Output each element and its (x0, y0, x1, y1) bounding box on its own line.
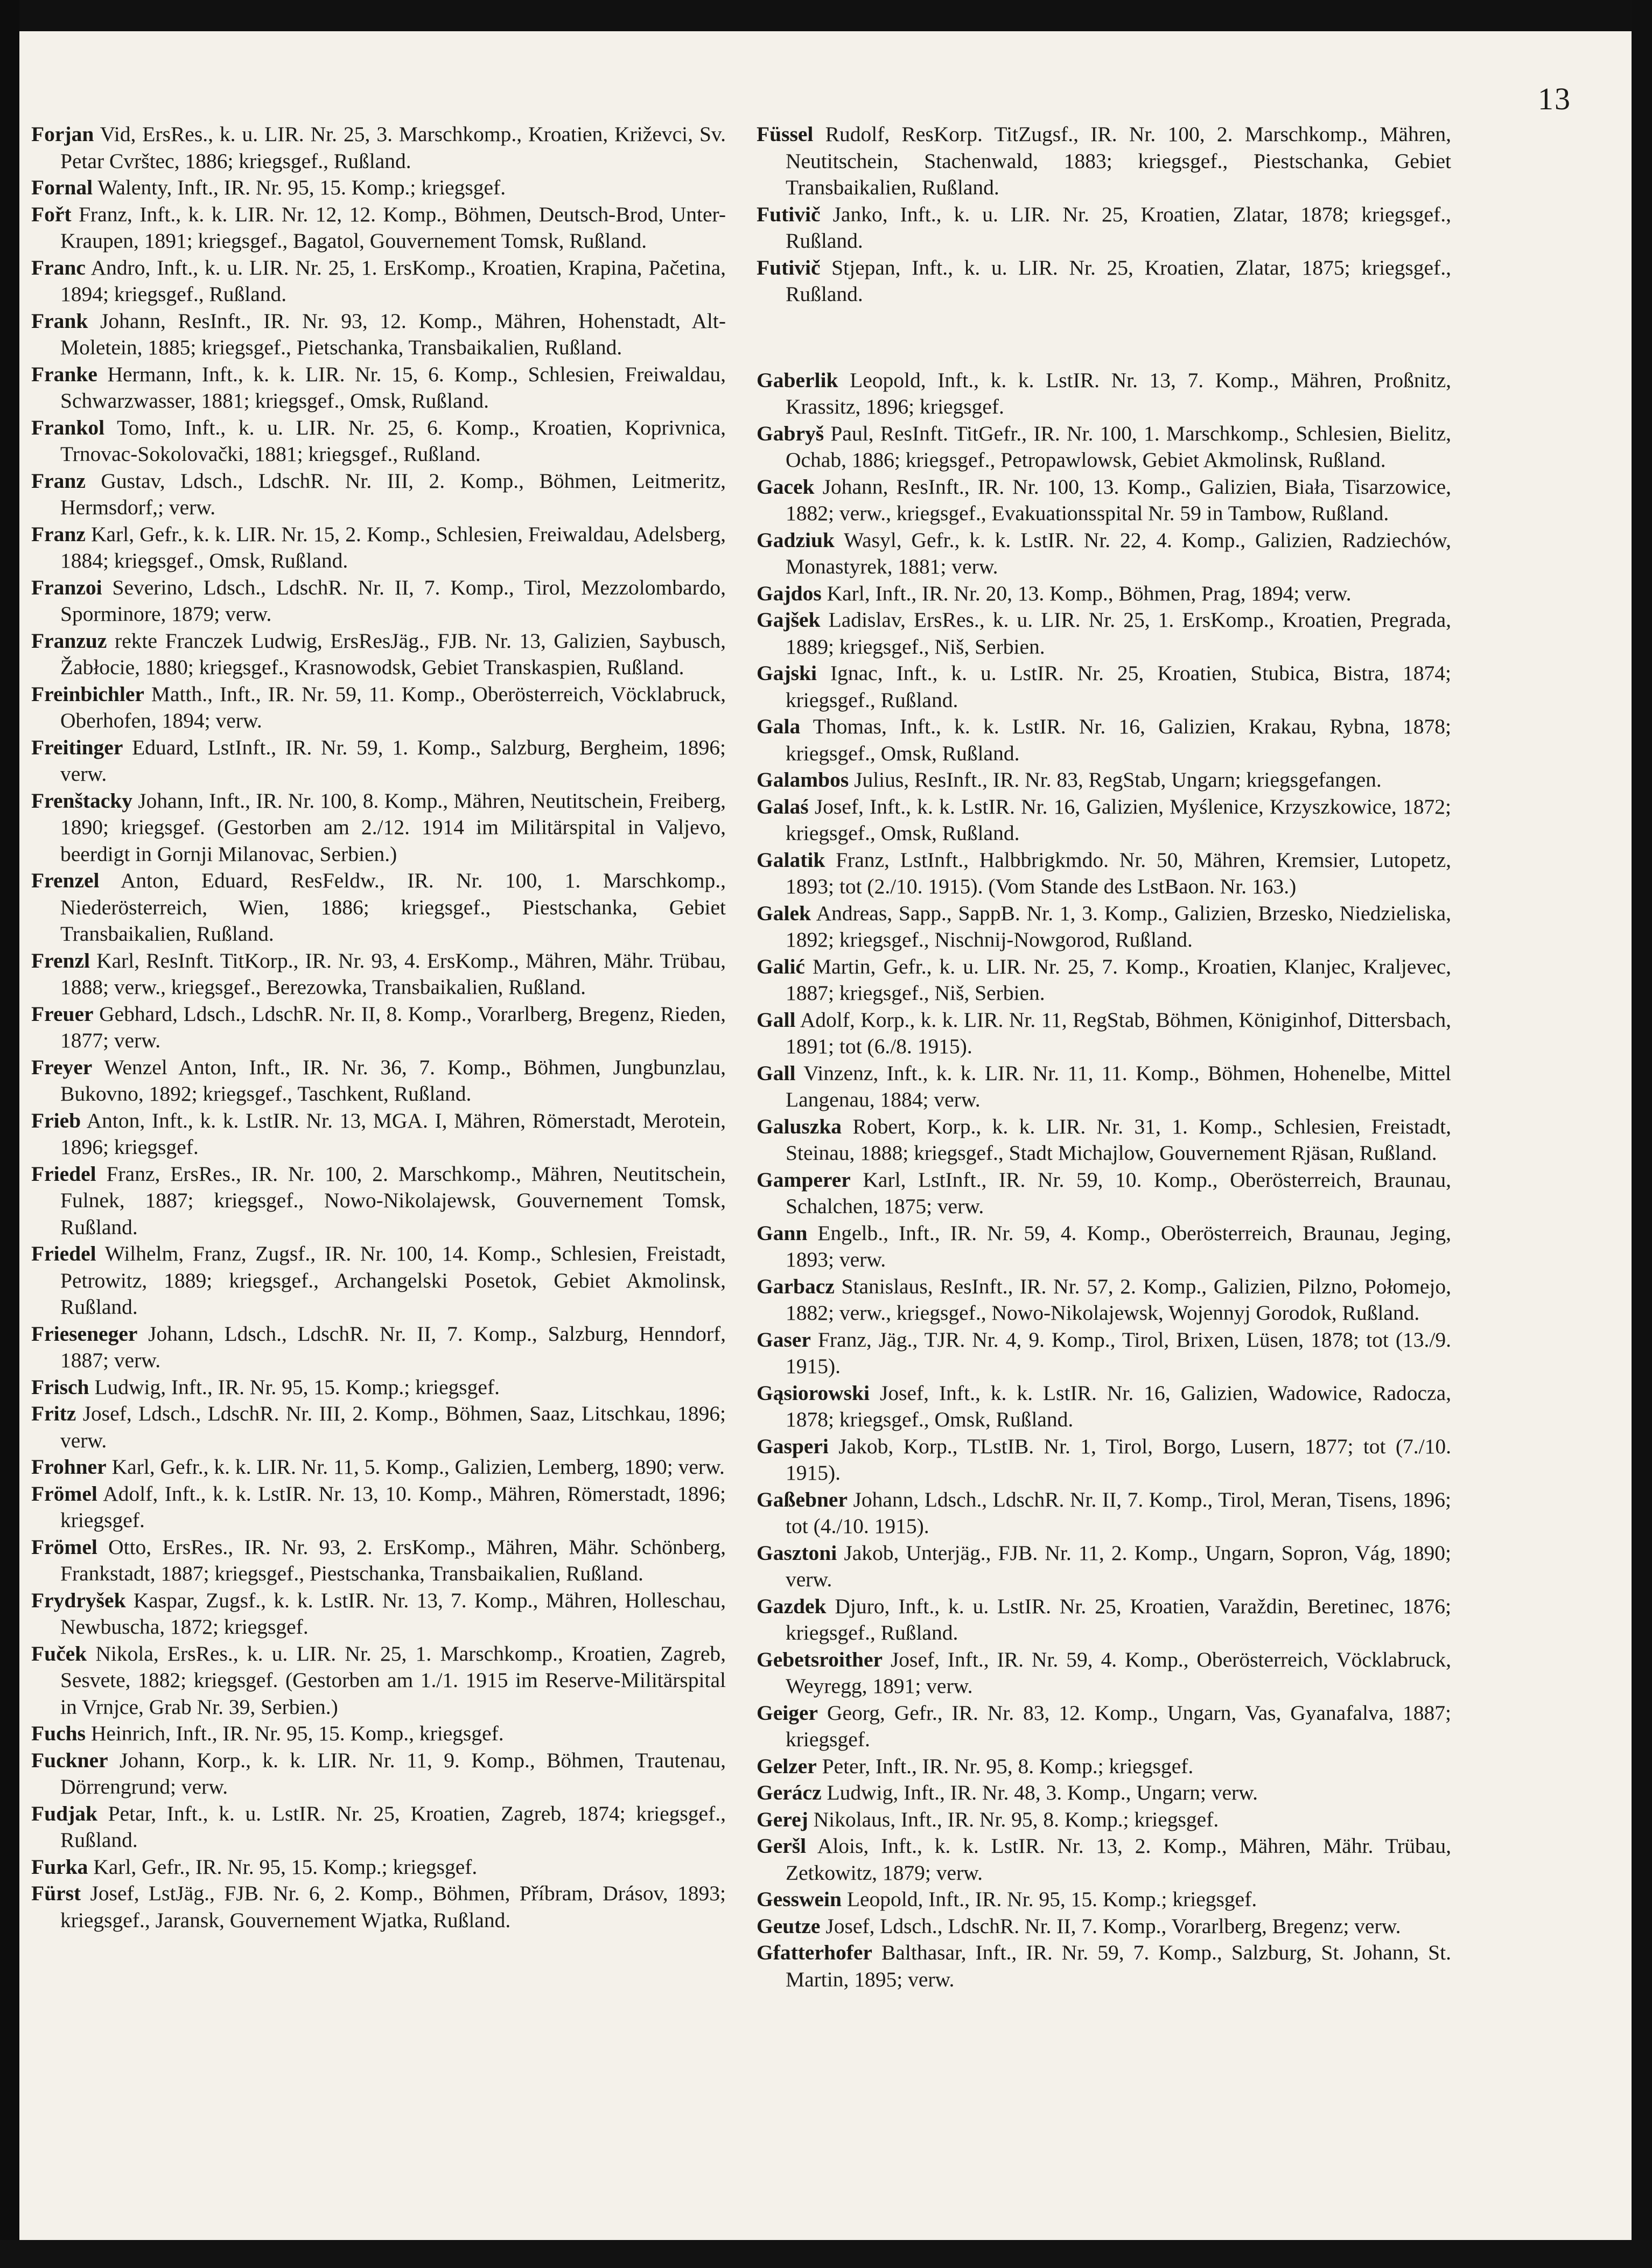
list-item (31, 1001, 726, 1054)
entry-surname: Friedel (31, 1242, 96, 1265)
entry-surname: Furka (31, 1854, 88, 1879)
entry-details: Andreas, Sapp., SappB. Nr. 1, 3. Komp., Galizien, Brzesko, Niedzieliska, 1892; kriegsgef., Nischnij-Nowgorod, Rußland. (786, 901, 1451, 951)
scan-border-bottom (0, 2240, 1652, 2268)
entry-details: Josef, Ldsch., LdschR. Nr. III, 2. Komp., Böhmen, Saaz, Litschkau, 1896; verw. (60, 1402, 726, 1452)
entry-surname: Fuchs (31, 1721, 86, 1745)
entry-surname: Fürst (31, 1881, 81, 1905)
entry-details: Franz, Inft., k. k. LIR. Nr. 12, 12. Komp., Böhmen, Deutsch-Brod, Unter-Kraupen, 1891; kriegsgef., Bagatol, Gouvernement Tomsk, Rußland. (60, 202, 726, 253)
entry-surname: Freitinger (31, 735, 123, 759)
entry-surname: Gelzer (757, 1754, 817, 1778)
entry-details: Nikola, ErsRes., k. u. LIR. Nr. 25, 1. Marschkomp., Kroatien, Zagreb, Sesvete, 1882; kriegsgef. (Gestorben am 1./1. 1915 im Reserve-Militärspital in Vrnjce, Grab Nr. 39, Serbien.) (60, 1641, 726, 1719)
list-item (31, 1161, 726, 1241)
entry-details: Ludwig, Inft., IR. Nr. 48, 3. Komp., Ungarn; verw. (827, 1781, 1258, 1804)
entry-details: Karl, LstInft., IR. Nr. 59, 10. Komp., Oberösterreich, Braunau, Schalchen, 1875; verw. (786, 1167, 1452, 1218)
list-item (31, 681, 726, 734)
entry-surname: Gfatterhofer (757, 1941, 872, 1964)
scan-border-top (0, 0, 1652, 31)
entry-surname: Gebetsroither (757, 1647, 883, 1671)
section-gap (757, 308, 1451, 367)
list-item (31, 788, 726, 868)
entry-details: Engelb., Inft., IR. Nr. 59, 4. Komp., Oberösterreich, Braunau, Jeging, 1893; verw. (786, 1221, 1452, 1271)
entry-surname: Frisch (31, 1375, 89, 1399)
entry-details: Karl, Inft., IR. Nr. 20, 13. Komp., Böhmen, Prag, 1894; verw. (827, 581, 1352, 605)
entry-details: Matth., Inft., IR. Nr. 59, 11. Komp., Oberösterreich, Vöcklabruck, Oberhofen, 1894; verw. (60, 682, 726, 732)
entry-surname: Gasperi (757, 1434, 829, 1458)
list-item (31, 1241, 726, 1321)
entry-details: Franz, ErsRes., IR. Nr. 100, 2. Marschkomp., Mähren, Neutitschein, Fulnek, 1887; kriegsgef., Nowo-Nikolajewsk, Gouvernement Tomsk, Rußland. (60, 1161, 726, 1239)
entry-surname: Futivič (757, 202, 821, 226)
right-column (757, 121, 1451, 1993)
entry-details: Ignac, Inft., k. u. LstIR. Nr. 25, Kroatien, Stubica, Bistra, 1874; kriegsgef., Rußland. (786, 661, 1452, 712)
entry-surname: Gajski (757, 661, 817, 685)
list-item (31, 575, 726, 628)
entry-surname: Gadziuk (757, 528, 835, 552)
entry-surname: Fritz (31, 1402, 76, 1425)
list-item (757, 1780, 1451, 1807)
entry-surname: Gesswein (757, 1887, 842, 1911)
entry-details: Janko, Inft., k. u. LIR. Nr. 25, Kroatien, Zlatar, 1878; kriegsgef., Rußland. (786, 202, 1451, 253)
entry-details: Josef, LstJäg., FJB. Nr. 6, 2. Komp., Böhmen, Příbram, Drásov, 1893; kriegsgef., Jaransk, Gouvernement Wjatka, Rußland. (60, 1881, 726, 1932)
list-item (757, 660, 1451, 713)
list-item (757, 1007, 1451, 1060)
entry-surname: Frenzel (31, 869, 100, 892)
entry-details: Karl, Gefr., IR. Nr. 95, 15. Komp.; kriegsgef. (93, 1854, 478, 1879)
entry-surname: Füssel (757, 122, 814, 146)
entry-details: Wasyl, Gefr., k. k. LstIR. Nr. 22, 4. Komp., Galizien, Radziechów, Monastyrek, 1881; verw. (786, 528, 1451, 578)
entry-details: Jakob, Korp., TLstIB. Nr. 1, Tirol, Borgo, Lusern, 1877; tot (7./10. 1915). (786, 1434, 1452, 1485)
list-item (757, 1273, 1451, 1327)
list-item (31, 255, 726, 308)
entry-surname: Franzoi (31, 575, 102, 599)
entry-surname: Franz (31, 468, 86, 493)
list-item (757, 474, 1451, 527)
list-item (31, 521, 726, 575)
entry-details: Nikolaus, Inft., IR. Nr. 95, 8. Komp.; kriegsgef. (813, 1807, 1219, 1831)
list-item (31, 201, 726, 255)
entry-surname: Galuszka (757, 1114, 842, 1138)
entry-surname: Fuček (31, 1641, 87, 1665)
entry-details: Johann, ResInft., IR. Nr. 93, 12. Komp., Mähren, Hohenstadt, Alt-Moletein, 1885; kriegsgef., Pietschanka, Transbaikalien, Rußland. (60, 309, 726, 359)
right-column-continuation (757, 121, 1451, 308)
entry-details: Leopold, Inft., IR. Nr. 95, 15. Komp.; kriegsgef. (846, 1887, 1257, 1911)
entry-details: Andro, Inft., k. u. LIR. Nr. 25, 1. ErsKomp., Kroatien, Krapina, Pačetina, 1894; kriegsgef., Rußland. (60, 255, 726, 306)
entry-surname: Geršl (757, 1834, 807, 1858)
entry-details: Robert, Korp., k. k. LIR. Nr. 31, 1. Komp., Schlesien, Freistadt, Steinau, 1888; kriegsgef., Stadt Michajlow, Gouvernement Rjäsan, Rußland. (786, 1114, 1451, 1165)
list-item (757, 847, 1451, 900)
entry-surname: Fořt (31, 202, 72, 226)
right-column-entries (757, 367, 1451, 1993)
scan-border-left (0, 0, 19, 2268)
entry-surname: Freuer (31, 1002, 94, 1026)
entry-details: Franz, Jäg., TJR. Nr. 4, 9. Komp., Tirol, Brixen, Lüsen, 1878; tot (13./9. 1915). (786, 1327, 1451, 1378)
list-item (757, 1886, 1451, 1913)
entry-details: Petar, Inft., k. u. LstIR. Nr. 25, Kroatien, Zagreb, 1874; kriegsgef., Rußland. (60, 1801, 726, 1852)
entry-surname: Friedel (31, 1161, 96, 1186)
list-item (31, 948, 726, 1001)
list-item (757, 1593, 1451, 1647)
entry-surname: Gaser (757, 1327, 811, 1352)
list-item (757, 1060, 1451, 1114)
list-item (31, 121, 726, 174)
list-item (31, 1054, 726, 1108)
list-item (31, 174, 726, 201)
list-item (31, 1587, 726, 1641)
entry-surname: Freyer (31, 1055, 93, 1079)
entry-details: Johann, Ldsch., LdschR. Nr. II, 7. Komp., Salzburg, Henndorf, 1887; verw. (60, 1321, 726, 1372)
list-item (31, 308, 726, 361)
entry-surname: Frömel (31, 1535, 97, 1559)
entry-details: Heinrich, Inft., IR. Nr. 95, 15. Komp., kriegsgef. (90, 1721, 504, 1745)
entry-surname: Gabryš (757, 421, 824, 445)
entry-surname: Gasztoni (757, 1541, 837, 1565)
list-item (757, 421, 1451, 474)
list-item (757, 1114, 1451, 1167)
list-item (31, 1374, 726, 1401)
entry-details: Thomas, Inft., k. k. LstIR. Nr. 16, Galizien, Krakau, Rybna, 1878; kriegsgef., Omsk, Rußland. (786, 715, 1451, 765)
entry-details: Peter, Inft., IR. Nr. 95, 8. Komp.; kriegsgef. (822, 1754, 1194, 1778)
entry-surname: Geutze (757, 1914, 821, 1938)
list-item (757, 1700, 1451, 1753)
entry-surname: Galić (757, 954, 805, 978)
entry-details: Walenty, Inft., IR. Nr. 95, 15. Komp.; kriegsgef. (97, 176, 506, 199)
list-item (31, 361, 726, 415)
list-item (757, 1540, 1451, 1593)
entry-surname: Galaś (757, 794, 809, 818)
entry-details: Jakob, Unterjäg., FJB. Nr. 11, 2. Komp., Ungarn, Sopron, Vág, 1890; verw. (786, 1541, 1451, 1591)
list-item (757, 1913, 1451, 1940)
list-item (757, 1807, 1451, 1833)
entry-surname: Gajšek (757, 608, 821, 632)
list-item (757, 1487, 1451, 1540)
entry-details: Ludwig, Inft., IR. Nr. 95, 15. Komp.; kriegsgef. (94, 1375, 500, 1399)
entry-details: Julius, ResInft., IR. Nr. 83, RegStab, Ungarn; kriegsgefangen. (854, 768, 1382, 792)
entry-surname: Franzuz (31, 628, 107, 653)
list-item (31, 1534, 726, 1587)
entry-surname: Gaßebner (757, 1487, 848, 1511)
entry-details: Balthasar, Inft., IR. Nr. 59, 7. Komp., Salzburg, St. Johann, St. Martin, 1895; verw. (786, 1941, 1452, 1991)
list-item (757, 1380, 1451, 1433)
entry-details: Adolf, Inft., k. k. LstIR. Nr. 13, 10. Komp., Mähren, Römerstadt, 1896; kriegsgef. (60, 1481, 726, 1532)
entry-surname: Fuckner (31, 1748, 108, 1772)
entry-surname: Frank (31, 309, 88, 333)
list-item (757, 121, 1451, 201)
entry-details: Vid, ErsRes., k. u. LIR. Nr. 25, 3. Marschkomp., Kroatien, Križevci, Sv. Petar Cvrštec, 1886; kriegsgef., Rußland. (60, 122, 726, 173)
list-item (31, 415, 726, 468)
entry-surname: Galatik (757, 848, 825, 872)
list-item (31, 468, 726, 521)
list-item (757, 367, 1451, 421)
entry-details: Alois, Inft., k. k. LstIR. Nr. 13, 2. Komp., Mähren, Mähr. Trübau, Zetkowitz, 1879; verw. (786, 1834, 1451, 1885)
list-item (31, 1880, 726, 1934)
entry-details: Tomo, Inft., k. u. LIR. Nr. 25, 6. Komp., Kroatien, Koprivnica, Trnovac-Sokolovački, 1881; kriegsgef., Rußland. (60, 415, 726, 466)
entry-surname: Forjan (31, 122, 94, 146)
entry-surname: Galambos (757, 768, 849, 792)
entry-details: Wenzel Anton, Inft., IR. Nr. 36, 7. Komp., Böhmen, Jungbunzlau, Bukovno, 1892; kriegsgef., Taschkent, Rußland. (60, 1055, 726, 1105)
entry-details: Stjepan, Inft., k. u. LIR. Nr. 25, Kroatien, Zlatar, 1875; kriegsgef., Rußland. (786, 255, 1451, 306)
entry-details: Otto, ErsRes., IR. Nr. 93, 2. ErsKomp., Mähren, Mähr. Schönberg, Frankstadt, 1887; kriegsgef., Piestschanka, Transbaikalien, Rußland. (60, 1535, 726, 1585)
entry-details: Paul, ResInft. TitGefr., IR. Nr. 100, 1. Marschkomp., Schlesien, Bielitz, Ochab, 1886; kriegsgef., Petropawlowsk, Gebiet Akmolinsk, Rußland. (786, 421, 1452, 472)
list-item (31, 1481, 726, 1534)
entry-details: Josef, Inft., k. k. LstIR. Nr. 16, Galizien, Wadowice, Radocza, 1878; kriegsgef., Omsk, Rußland. (786, 1381, 1451, 1431)
list-item (757, 794, 1451, 847)
entry-surname: Gaberlik (757, 368, 838, 392)
entry-details: Djuro, Inft., k. u. LstIR. Nr. 25, Kroatien, Varaždin, Beretinec, 1876; kriegsgef., Rußland. (786, 1594, 1452, 1644)
list-item (757, 900, 1451, 954)
entry-surname: Frieb (31, 1108, 81, 1132)
entry-details: Ladislav, ErsRes., k. u. LIR. Nr. 25, 1. ErsKomp., Kroatien, Pregrada, 1889; kriegsgef., Niš, Serbien. (786, 608, 1452, 659)
entry-surname: Frydryšek (31, 1588, 126, 1612)
list-item (31, 867, 726, 948)
entry-surname: Gann (757, 1221, 808, 1245)
list-item (757, 713, 1451, 767)
entry-surname: Frohner (31, 1455, 107, 1479)
entry-details: rekte Franczek Ludwig, ErsResJäg., FJB. Nr. 13, Galizien, Saybusch, Žabłocie, 1880; kriegsgef., Krasnowodsk, Gebiet Transkaspien, Rußland. (60, 628, 726, 679)
list-item (31, 1454, 726, 1481)
entry-surname: Frankol (31, 415, 105, 439)
entry-details: Johann, Ldsch., LdschR. Nr. II, 7. Komp., Tirol, Meran, Tisens, 1896; tot (4./10. 1915). (786, 1487, 1452, 1538)
entry-surname: Gazdek (757, 1594, 827, 1618)
list-item (31, 1108, 726, 1161)
entry-surname: Freinbichler (31, 682, 144, 706)
entry-details: Johann, Korp., k. k. LIR. Nr. 11, 9. Komp., Böhmen, Trautenau, Dörrengrund; verw. (60, 1748, 726, 1798)
entry-surname: Galek (757, 901, 811, 925)
list-item (757, 954, 1451, 1007)
entry-details: Josef, Inft., IR. Nr. 59, 4. Komp., Oberösterreich, Vöcklabruck, Weyregg, 1891; verw. (786, 1647, 1452, 1698)
list-item (757, 1833, 1451, 1886)
list-item (31, 628, 726, 681)
list-item (757, 1647, 1451, 1700)
entry-details: Karl, Gefr., k. k. LIR. Nr. 15, 2. Komp., Schlesien, Freiwaldau, Adelsberg, 1884; kriegsgef., Omsk, Rußland. (60, 522, 726, 572)
scan-border-right (1632, 0, 1652, 2268)
entry-surname: Frömel (31, 1481, 97, 1506)
entry-details: Vinzenz, Inft., k. k. LIR. Nr. 11, 11. Komp., Böhmen, Hohenelbe, Mittel Langenau, 1884; verw. (786, 1061, 1451, 1111)
list-item (757, 527, 1451, 580)
list-item (757, 255, 1451, 308)
entry-details: Wilhelm, Franz, Zugsf., IR. Nr. 100, 14. Komp., Schlesien, Freistadt, Petrowitz, 1889; kriegsgef., Archangelski Posetok, Gebiet Akmolinsk, Rußland. (60, 1242, 726, 1319)
entry-details: Severino, Ldsch., LdschR. Nr. II, 7. Komp., Tirol, Mezzolombardo, Sporminore, 1879; verw. (60, 575, 726, 626)
entry-details: Josef, Ldsch., LdschR. Nr. II, 7. Komp., Vorarlberg, Bregenz; verw. (825, 1914, 1401, 1938)
entry-details: Gustav, Ldsch., LdschR. Nr. III, 2. Komp., Böhmen, Leitmeritz, Hermsdorf,; verw. (60, 468, 726, 519)
entry-details: Leopold, Inft., k. k. LstIR. Nr. 13, 7. Komp., Mähren, Proßnitz, Krassitz, 1896; kriegsgef. (786, 368, 1451, 418)
page-number: 13 (1538, 81, 1571, 116)
entry-details: Stanislaus, ResInft., IR. Nr. 57, 2. Komp., Galizien, Pilzno, Połomejo, 1882; verw., kriegsgef., Nowo-Nikolajewsk, Wojennyj Gorodok, Rußland. (786, 1274, 1452, 1325)
list-item (31, 1401, 726, 1454)
entry-details: Rudolf, ResKorp. TitZugsf., IR. Nr. 100, 2. Marschkomp., Mähren, Neutitschein, Stachenwald, 1883; kriegsgef., Piestschanka, Gebiet Transbaikalien, Rußland. (786, 122, 1452, 199)
entry-surname: Gajdos (757, 581, 822, 605)
entry-details: Kaspar, Zugsf., k. k. LstIR. Nr. 13, 7. Komp., Mähren, Holleschau, Newbuscha, 1872; kriegsgef. (60, 1588, 726, 1639)
list-item (757, 1940, 1451, 1993)
list-item (31, 1641, 726, 1721)
list-item (31, 1720, 726, 1747)
entry-details: Johann, ResInft., IR. Nr. 100, 13. Komp., Galizien, Biała, Tisarzowice, 1882; verw., kriegsgef., Evakuationsspital Nr. 59 in Tambow, Rußland. (786, 474, 1451, 525)
list-item (757, 607, 1451, 660)
list-item (757, 1753, 1451, 1780)
list-item (757, 1167, 1451, 1220)
list-item (31, 734, 726, 788)
entry-surname: Geiger (757, 1700, 818, 1725)
entry-surname: Gąsiorowski (757, 1381, 870, 1405)
entry-surname: Gacek (757, 474, 815, 499)
entry-details: Adolf, Korp., k. k. LIR. Nr. 11, RegStab, Böhmen, Königinhof, Dittersbach, 1891; tot (6./8. 1915). (786, 1007, 1451, 1058)
entry-surname: Fudjak (31, 1801, 97, 1825)
entry-surname: Gall (757, 1007, 796, 1032)
entry-surname: Gala (757, 715, 801, 738)
entry-details: Franz, LstInft., Halbbrigkmdo. Nr. 50, Mähren, Kremsier, Lutopetz, 1893; tot (2./10. 1915). (Vom Stande des LstBaon. Nr. 163.) (786, 848, 1451, 898)
entry-surname: Gamperer (757, 1167, 851, 1192)
entry-surname: Frieseneger (31, 1321, 138, 1346)
entry-surname: Frenštacky (31, 788, 132, 813)
entry-surname: Garbacz (757, 1274, 835, 1298)
list-item (757, 580, 1451, 607)
entry-surname: Franke (31, 362, 97, 386)
list-item (31, 1747, 726, 1801)
entry-surname: Gerej (757, 1807, 808, 1831)
list-item (757, 1327, 1451, 1380)
entry-details: Georg, Gefr., IR. Nr. 83, 12. Komp., Ungarn, Vas, Gyanafalva, 1887; kriegsgef. (786, 1700, 1451, 1751)
entry-details: Josef, Inft., k. k. LstIR. Nr. 16, Galizien, Myślenice, Krzyszkowice, 1872; kriegsgef., Omsk, Rußland. (786, 794, 1451, 845)
list-item (31, 1801, 726, 1854)
list-item (757, 767, 1451, 794)
list-item (757, 201, 1451, 255)
entry-details: Gebhard, Ldsch., LdschR. Nr. II, 8. Komp., Vorarlberg, Bregenz, Rieden, 1877; verw. (60, 1002, 726, 1052)
entry-surname: Futivič (757, 255, 821, 279)
entry-details: Hermann, Inft., k. k. LIR. Nr. 15, 6. Komp., Schlesien, Freiwaldau, Schwarzwasser, 1881; kriegsgef., Omsk, Rußland. (60, 362, 726, 412)
entry-details: Eduard, LstInft., IR. Nr. 59, 1. Komp., Salzburg, Bergheim, 1896; verw. (60, 735, 726, 786)
list-item (757, 1433, 1451, 1487)
list-item (757, 1220, 1451, 1273)
entry-details: Karl, Gefr., k. k. LIR. Nr. 11, 5. Komp., Galizien, Lemberg, 1890; verw. (111, 1455, 725, 1479)
entry-surname: Franc (31, 255, 86, 279)
entry-details: Martin, Gefr., k. u. LIR. Nr. 25, 7. Komp., Kroatien, Klanjec, Kraljevec, 1887; kriegsgef., Niš, Serbien. (786, 954, 1451, 1005)
entry-surname: Frenzl (31, 948, 90, 972)
entry-surname: Fornal (31, 176, 93, 199)
entry-details: Johann, Inft., IR. Nr. 100, 8. Komp., Mähren, Neutitschein, Freiberg, 1890; kriegsgef. (Gestorben am 2./12. 1914 im Militärspital in Valjevo, beerdigt in Gornji Milanovac, Serbien.) (60, 788, 726, 866)
entry-details: Anton, Inft., k. k. LstIR. Nr. 13, MGA. I, Mähren, Römerstadt, Merotein, 1896; kriegsgef. (60, 1108, 726, 1159)
entry-surname: Franz (31, 522, 86, 546)
list-item (31, 1854, 726, 1881)
entry-details: Anton, Eduard, ResFeldw., IR. Nr. 100, 1. Marschkomp., Niederösterreich, Wien, 1886; kriegsgef., Piestschanka, Gebiet Transbaikalien, Rußland. (60, 869, 726, 946)
entry-surname: Gall (757, 1061, 796, 1085)
left-column (31, 121, 726, 1934)
entry-surname: Gerácz (757, 1781, 822, 1804)
list-item (31, 1321, 726, 1374)
entry-details: Karl, ResInft. TitKorp., IR. Nr. 93, 4. ErsKomp., Mähren, Mähr. Trübau, 1888; verw., kriegsgef., Berezowka, Transbaikalien, Rußland. (60, 948, 726, 999)
